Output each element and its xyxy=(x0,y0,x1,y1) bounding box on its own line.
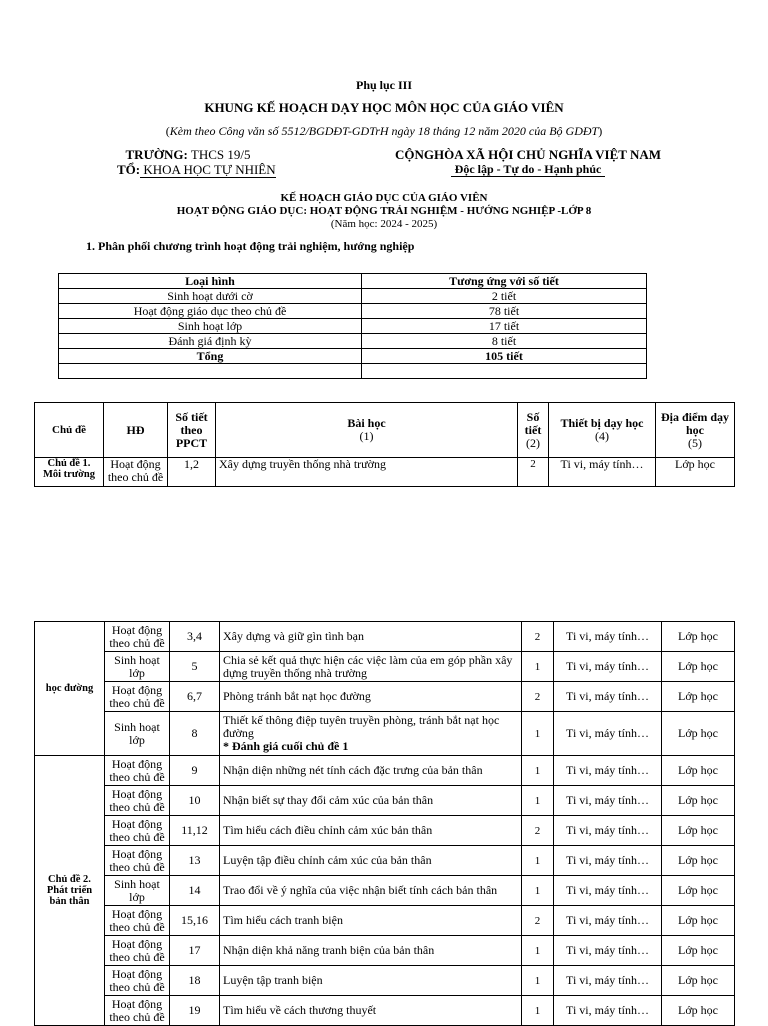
location-cell: Lớp học xyxy=(662,756,735,786)
location-title: Địa điểm dạy học xyxy=(660,409,729,437)
lesson-cell xyxy=(220,712,522,756)
lesson-cell xyxy=(220,876,522,906)
ppct-cell: 11,12 xyxy=(170,816,220,846)
table-row xyxy=(59,334,647,349)
location-cell: Lớp học xyxy=(662,816,735,846)
lesson-cell xyxy=(220,682,522,712)
table-row xyxy=(59,304,647,319)
hd-cell: Sinh hoạt lớp xyxy=(105,712,170,756)
table-row xyxy=(35,756,735,786)
lesson-text: Tìm hiểu về cách thương thuyết xyxy=(223,1003,377,1017)
table-row xyxy=(35,996,735,1026)
periods-cell: 1 xyxy=(522,756,554,786)
document-subtitle xyxy=(0,124,768,139)
hd-cell: Hoạt động theo chủ đề xyxy=(105,816,170,846)
periods-cell: 2 xyxy=(522,816,554,846)
group-value: KHOA HỌC TỰ NHIÊN xyxy=(140,162,276,177)
appendix-label: Phụ lục III xyxy=(355,78,413,92)
document-title: KHUNG KẾ HOẠCH DẠY HỌC MÔN HỌC CỦA GIÁO VIÊN xyxy=(204,100,564,115)
periods-cell: 1 xyxy=(522,876,554,906)
ppct-cell: 15,16 xyxy=(170,906,220,936)
table-row xyxy=(35,816,735,846)
ppct-cell: 6,7 xyxy=(170,682,220,712)
equipment-cell: Ti vi, máy tính… xyxy=(554,996,662,1026)
lesson-text: Thiết kế thông điệp tuyên truyền phòng, tránh bắt nạt học đường xyxy=(223,713,500,740)
equipment-cell: Ti vi, máy tính… xyxy=(554,876,662,906)
equipment-cell: Ti vi, máy tính… xyxy=(549,458,656,487)
equipment-cell: Ti vi, máy tính… xyxy=(554,846,662,876)
periods-cell: 1 xyxy=(522,996,554,1026)
topic-cell: Chủ đề 2. Phát triển bản thân xyxy=(35,756,105,1026)
subtitle-text: Kèm theo Công văn số 5512/BGDĐT-GDTrH ngày 18 tháng 12 năm 2020 của Bộ GDĐT xyxy=(169,124,599,138)
ppct-cell: 13 xyxy=(170,846,220,876)
location-cell: Lớp học xyxy=(662,906,735,936)
equipment-title: Thiết bị dạy học xyxy=(560,416,644,430)
lesson-cell xyxy=(220,936,522,966)
periods-cell: 1 xyxy=(522,712,554,756)
plan-table-header-part xyxy=(34,402,735,487)
hd-cell: Sinh hoạt lớp xyxy=(105,876,170,906)
equipment-num: (4) xyxy=(595,429,609,443)
lesson-text: Trao đổi về ý nghĩa của việc nhận biết tính cách bản thân xyxy=(223,883,498,897)
header-ppct: Số tiết theo PPCT xyxy=(168,403,216,458)
group-label: TỔ: xyxy=(117,162,141,177)
table-row xyxy=(35,906,735,936)
header-topic: Chủ đề xyxy=(35,403,104,458)
summary-empty-cell xyxy=(59,364,362,379)
equipment-cell: Ti vi, máy tính… xyxy=(554,816,662,846)
ppct-cell: 1,2 xyxy=(168,458,216,487)
lesson-cell xyxy=(220,906,522,936)
summary-total-value: 105 tiết xyxy=(362,349,647,364)
location-cell: Lớp học xyxy=(662,786,735,816)
periods-cell: 2 xyxy=(522,906,554,936)
lesson-text: Tìm hiểu cách tranh biện xyxy=(223,913,343,927)
summary-type: Sinh hoạt dưới cờ xyxy=(59,289,362,304)
topic-cell: Chủ đề 1. Môi trường xyxy=(35,458,104,487)
lesson-cell xyxy=(220,966,522,996)
ppct-cell: 9 xyxy=(170,756,220,786)
location-cell: Lớp học xyxy=(662,652,735,682)
table-row xyxy=(35,682,735,712)
equipment-cell: Ti vi, máy tính… xyxy=(554,966,662,996)
periods-title: Số tiết xyxy=(524,409,542,437)
lesson-text: Nhận diện khả năng tranh biện của bản thân xyxy=(223,943,435,957)
summary-col-periods: Tương ứng với số tiết xyxy=(362,274,647,289)
lesson-cell xyxy=(220,622,522,652)
summary-type: Sinh hoạt lớp xyxy=(59,319,362,334)
location-cell: Lớp học xyxy=(662,682,735,712)
location-cell: Lớp học xyxy=(662,936,735,966)
periods-cell: 1 xyxy=(522,936,554,966)
lesson-cell xyxy=(220,996,522,1026)
summary-type: Hoạt động giáo dục theo chủ đề xyxy=(59,304,362,319)
summary-periods: 78 tiết xyxy=(362,304,647,319)
periods-cell: 2 xyxy=(518,458,549,487)
summary-empty-row xyxy=(59,364,647,379)
summary-periods: 8 tiết xyxy=(362,334,647,349)
equipment-cell: Ti vi, máy tính… xyxy=(554,652,662,682)
lesson-cell xyxy=(220,652,522,682)
ppct-cell: 17 xyxy=(170,936,220,966)
table-row xyxy=(35,652,735,682)
school-value: THCS 19/5 xyxy=(187,147,251,162)
header-hd: HĐ xyxy=(104,403,168,458)
header-lesson xyxy=(216,403,518,458)
republic-title: CỘNGHÒA XÃ HỘI CHỦ NGHĨA VIỆT NAM xyxy=(394,147,662,162)
header-equipment xyxy=(549,403,656,458)
lesson-text: Xây dựng và giữ gìn tình bạn xyxy=(223,629,364,643)
ppct-cell: 5 xyxy=(170,652,220,682)
table-row xyxy=(35,936,735,966)
periods-cell: 1 xyxy=(522,966,554,996)
summary-total-label: Tổng xyxy=(59,349,362,364)
location-cell: Lớp học xyxy=(662,996,735,1026)
lesson-num: (1) xyxy=(359,429,374,443)
school-line xyxy=(88,147,288,163)
lesson-cell xyxy=(220,846,522,876)
lesson-text: Nhận biết sự thay đổi cảm xúc của bản thân xyxy=(223,793,434,807)
hd-cell: Hoạt động theo chủ đề xyxy=(105,966,170,996)
school-label: TRƯỜNG: xyxy=(125,147,188,162)
location-cell: Lớp học xyxy=(662,966,735,996)
equipment-cell: Ti vi, máy tính… xyxy=(554,682,662,712)
hd-cell: Hoạt động theo chủ đề xyxy=(105,906,170,936)
hd-cell: Sinh hoạt lớp xyxy=(105,652,170,682)
table-row xyxy=(35,622,735,652)
lesson-text: Luyện tập tranh biện xyxy=(223,973,323,987)
plan-title: KẾ HOẠCH GIÁO DỤC CỦA GIÁO VIÊN xyxy=(280,192,488,204)
hd-cell: Hoạt động theo chủ đề xyxy=(105,622,170,652)
summary-total-row xyxy=(59,349,647,364)
equipment-cell: Ti vi, máy tính… xyxy=(554,712,662,756)
lesson-text: Luyện tập điều chỉnh cảm xúc của bản thân xyxy=(223,853,432,867)
hd-cell: Hoạt động theo chủ đề xyxy=(105,786,170,816)
lesson-text: Chia sẻ kết quả thực hiện các việc làm của em góp phần xây dựng truyền thống nhà trường xyxy=(223,652,513,680)
table-row xyxy=(35,846,735,876)
table-row xyxy=(35,458,735,487)
table-row xyxy=(35,712,735,756)
summary-empty-cell xyxy=(362,364,647,379)
lesson-cell: Xây dựng truyền thống nhà trường xyxy=(216,458,518,487)
summary-header-row xyxy=(59,274,647,289)
periods-num: (2) xyxy=(526,435,540,450)
lesson-cell xyxy=(220,786,522,816)
header-periods xyxy=(518,403,549,458)
ppct-cell: 10 xyxy=(170,786,220,816)
location-num: (5) xyxy=(688,435,702,450)
location-cell: Lớp học xyxy=(662,846,735,876)
motto xyxy=(380,162,676,177)
hd-cell: Hoạt động theo chủ đề xyxy=(105,682,170,712)
motto-text: Độc lập - Tự do - Hạnh phúc xyxy=(451,162,606,177)
activity-title: HOẠT ĐỘNG GIÁO DỤC: HOẠT ĐỘNG TRẢI NGHIỆM - HƯỚNG NGHIỆP -LỚP 8 xyxy=(176,205,592,217)
periods-cell: 1 xyxy=(522,786,554,816)
ppct-cell: 19 xyxy=(170,996,220,1026)
lesson-cell xyxy=(220,816,522,846)
summary-table xyxy=(58,273,647,379)
plan-header-row xyxy=(35,403,735,458)
plan-table-continued xyxy=(34,621,735,1026)
table-row xyxy=(59,289,647,304)
summary-col-type: Loại hình xyxy=(59,274,362,289)
topic-cell: học đường xyxy=(35,622,105,756)
location-cell: Lớp học xyxy=(662,622,735,652)
table-row xyxy=(35,786,735,816)
location-cell: Lớp học xyxy=(662,712,735,756)
equipment-cell: Ti vi, máy tính… xyxy=(554,756,662,786)
equipment-cell: Ti vi, máy tính… xyxy=(554,936,662,966)
periods-cell: 1 xyxy=(522,652,554,682)
hd-cell: Hoạt động theo chủ đề xyxy=(105,846,170,876)
lesson-note: * Đánh giá cuối chủ đề 1 xyxy=(223,739,349,753)
ppct-cell: 18 xyxy=(170,966,220,996)
section-heading: 1. Phân phối chương trình hoạt động trải nghiệm, hướng nghiệp xyxy=(86,239,415,253)
lesson-text: Nhận diện những nét tính cách đặc trưng của bản thân xyxy=(223,763,483,777)
table-row xyxy=(35,876,735,906)
location-cell: Lớp học xyxy=(656,458,735,487)
equipment-cell: Ti vi, máy tính… xyxy=(554,786,662,816)
periods-cell: 2 xyxy=(522,682,554,712)
lesson-text: Phòng tránh bắt nạt học đường xyxy=(223,689,371,703)
group-line xyxy=(117,162,276,178)
lesson-text: Tìm hiểu cách điều chỉnh cảm xúc bản thân xyxy=(223,823,433,837)
table-row xyxy=(35,966,735,996)
school-year: (Năm học: 2024 - 2025) xyxy=(330,218,438,230)
table-row xyxy=(59,319,647,334)
summary-periods: 17 tiết xyxy=(362,319,647,334)
hd-cell: Hoạt động theo chủ đề xyxy=(104,458,168,487)
location-cell: Lớp học xyxy=(662,876,735,906)
hd-cell: Hoạt động theo chủ đề xyxy=(105,756,170,786)
header-location xyxy=(656,403,735,458)
summary-type: Đánh giá định kỳ xyxy=(59,334,362,349)
summary-periods: 2 tiết xyxy=(362,289,647,304)
periods-cell: 2 xyxy=(522,622,554,652)
lesson-title: Bài học xyxy=(347,416,386,430)
subtitle-open: ( xyxy=(165,124,170,138)
hd-cell: Hoạt động theo chủ đề xyxy=(105,996,170,1026)
hd-cell: Hoạt động theo chủ đề xyxy=(105,936,170,966)
periods-cell: 1 xyxy=(522,846,554,876)
ppct-cell: 8 xyxy=(170,712,220,756)
equipment-cell: Ti vi, máy tính… xyxy=(554,906,662,936)
lesson-cell xyxy=(220,756,522,786)
subtitle-close: ) xyxy=(598,124,603,138)
ppct-cell: 14 xyxy=(170,876,220,906)
ppct-cell: 3,4 xyxy=(170,622,220,652)
equipment-cell: Ti vi, máy tính… xyxy=(554,622,662,652)
